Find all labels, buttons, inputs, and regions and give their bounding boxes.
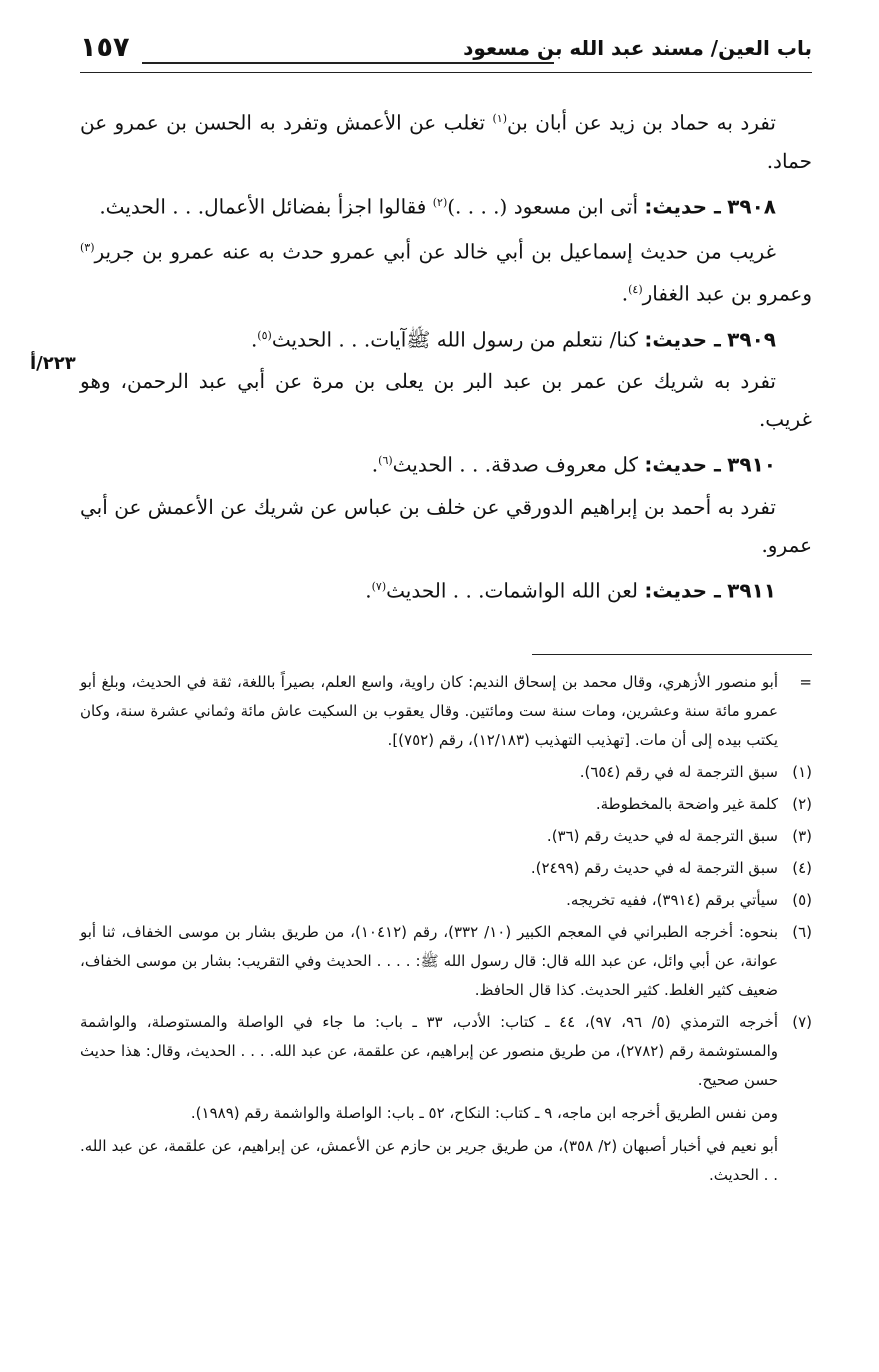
footnote-text: سبق الترجمة له في حديث رقم (٢٤٩٩). [530,859,778,877]
footnote-mark: (٦) [792,923,812,941]
footnote-ref-7: (٧) [371,579,387,593]
hadith-number: ٣٩٠٩ [727,327,776,352]
hadith-number: ٣٩٠٨ [727,194,776,219]
footnote-ref-5: (٥) [257,328,272,342]
header-divider [80,72,812,73]
footnote-text: أبو نعيم في أخبار أصبهان (٢/ ٣٥٨)، من طريق جرير بن حازم عن الأعمش، عن إبراهيم، عن علقمة، عن عبد الله. . . الحديث. [80,1137,778,1184]
footnote-7 [80,1008,812,1190]
footnote-3 [80,822,812,851]
footnote-mark: (٥) [792,891,812,909]
hadith-label: ـ حديث: [644,194,721,219]
hadith-3911: ٣٩١١ ـ حديث: لعن الله الواشمات. . . الحديث$^{(٧)}$. [365,578,776,603]
footnote-mark: (٧) [792,1013,812,1031]
footnote-mark: (٤) [792,859,812,877]
footnote-text: أخرجه الترمذي (٥/ ٩٦، ٩٧)، ٤٤ ـ كتاب: الأدب، ٣٣ ـ باب: ما جاء في الواصلة والمستوصلة، والواشمة والمستوشمة رقم (٢٧٨٢)، من طريق منصور عن إبراهيم، عن علقمة، عن عبد الله. . . . الحديث، وقال: هذا حديث حسن صحيح. [80,1013,779,1089]
footnote-4 [80,854,812,883]
hadith-number: ٣٩١٠ [727,452,776,477]
footnotes [80,668,812,1193]
hadith-label: ـ حديث: [644,452,721,477]
footnote-5 [80,886,812,915]
footnote-text: سيأتي برقم (٣٩١٤)، ففيه تخريجه. [566,891,778,909]
footnote-continuation [80,668,812,755]
footnote-ref-2: (٢) [432,195,448,209]
footnote-ref-4: (٤) [628,282,643,296]
page-number: ١٥٧ [80,32,130,63]
paragraph-1: تفرد به حماد بن زيد عن أبان بن$^{(١)}$ تغلب عن الأعمش وتفرد به الحسن بن عمرو عن حماد. [80,110,812,173]
hadith-3910: ٣٩١٠ ـ حديث: كل معروف صدقة. . . الحديث$^{(٦)}$. [371,452,776,477]
footnote-ref-1: (١) [492,112,508,125]
hadith-label: ـ حديث: [644,578,721,603]
footnote-1 [80,758,812,787]
manuscript-folio-note: ٢٢٣/أ [30,353,76,374]
footnote-text: أبو منصور الأزهري، وقال محمد بن إسحاق النديم: كان راوية، واسع العلم، بصيراً باللغة، ثقة في الحديث، وبلغ أبو عمرو مائة سنة وعشرين، ومات سنة ست ومائتين. وقال يعقوب بن السكيت عاش مائة وثماني عشرة سنة، وكان يكتب بيده إلى أن مات. [تهذيب التهذيب (١٢/١٨٣)، رقم (٧٥٢)]. [80,673,778,749]
footnote-separator [532,654,812,655]
footnote-6 [80,918,812,1005]
footnote-mark: (٢) [792,795,812,813]
continuation-mark: = [799,673,812,691]
footnote-mark: (١) [792,763,812,781]
footnote-text: بنحوه: أخرجه الطبراني في المعجم الكبير (١٠/ ٣٣٢)، رقم (١٠٤١٢)، من طريق بشار بن موسى الخفاف، ثنا أبو عوانة، عن أبي وائل، عن عبد الله قال: قال رسول الله ﷺ: . . . . الحديث وفي التقريب: بشار بن موسى الخفاف، ضعيف كثير الغلط. كثير الحديث. كذا قال الحافظ. [80,923,778,999]
paragraph-3: تفرد به شريك عن عمر بن عبد البر بن يعلى بن مرة عن أبي عبد الرحمن، وهو غريب. [80,369,812,432]
footnote-text: ومن نفس الطريق أخرجه ابن ماجه، ٩ ـ كتاب: النكاح، ٥٢ ـ باب: الواصلة والواشمة رقم (١٩٨٩). [190,1104,778,1122]
header-rule [142,62,554,64]
footnote-ref-6: (٦) [378,454,393,468]
footnote-mark: (٣) [792,827,812,845]
footnote-text: كلمة غير واضحة بالمخطوطة. [595,795,778,813]
hadith-3909: ٣٩٠٩ ـ حديث: كنا/ نتعلم من رسول الله ﷺآيات. . . الحديث$^{(٥)}$. [250,327,776,352]
footnote-2 [80,790,812,819]
footnote-ref-3: (٣) [80,241,95,255]
main-text [80,100,812,614]
footnote-text: سبق الترجمة له في رقم (٦٥٤). [579,763,778,781]
footnote-text: سبق الترجمة له في حديث رقم (٣٦). [546,827,778,845]
hadith-label: ـ حديث: [644,327,721,352]
paragraph-4: تفرد به أحمد بن إبراهيم الدورقي عن خلف بن عباس عن شريك عن الأعمش عن أبي عمرو. [80,494,812,557]
header-title: باب العين/ مسند عبد الله بن مسعود [463,36,812,60]
hadith-3908: ٣٩٠٨ ـ حديث: أتى ابن مسعود (. . . .)$^{(٢)}$ فقالوا اجزأ بفضائل الأعمال. . . الحديث. [99,194,776,219]
hadith-number: ٣٩١١ [727,578,776,603]
paragraph-2: غريب من حديث إسماعيل بن أبي خالد عن أبي عمرو حدث به عنه عمرو بن جرير$^{(٣)}$ وعمرو بن عبد الغفار$^{(٤)}$. [80,239,812,306]
running-header [80,30,812,76]
